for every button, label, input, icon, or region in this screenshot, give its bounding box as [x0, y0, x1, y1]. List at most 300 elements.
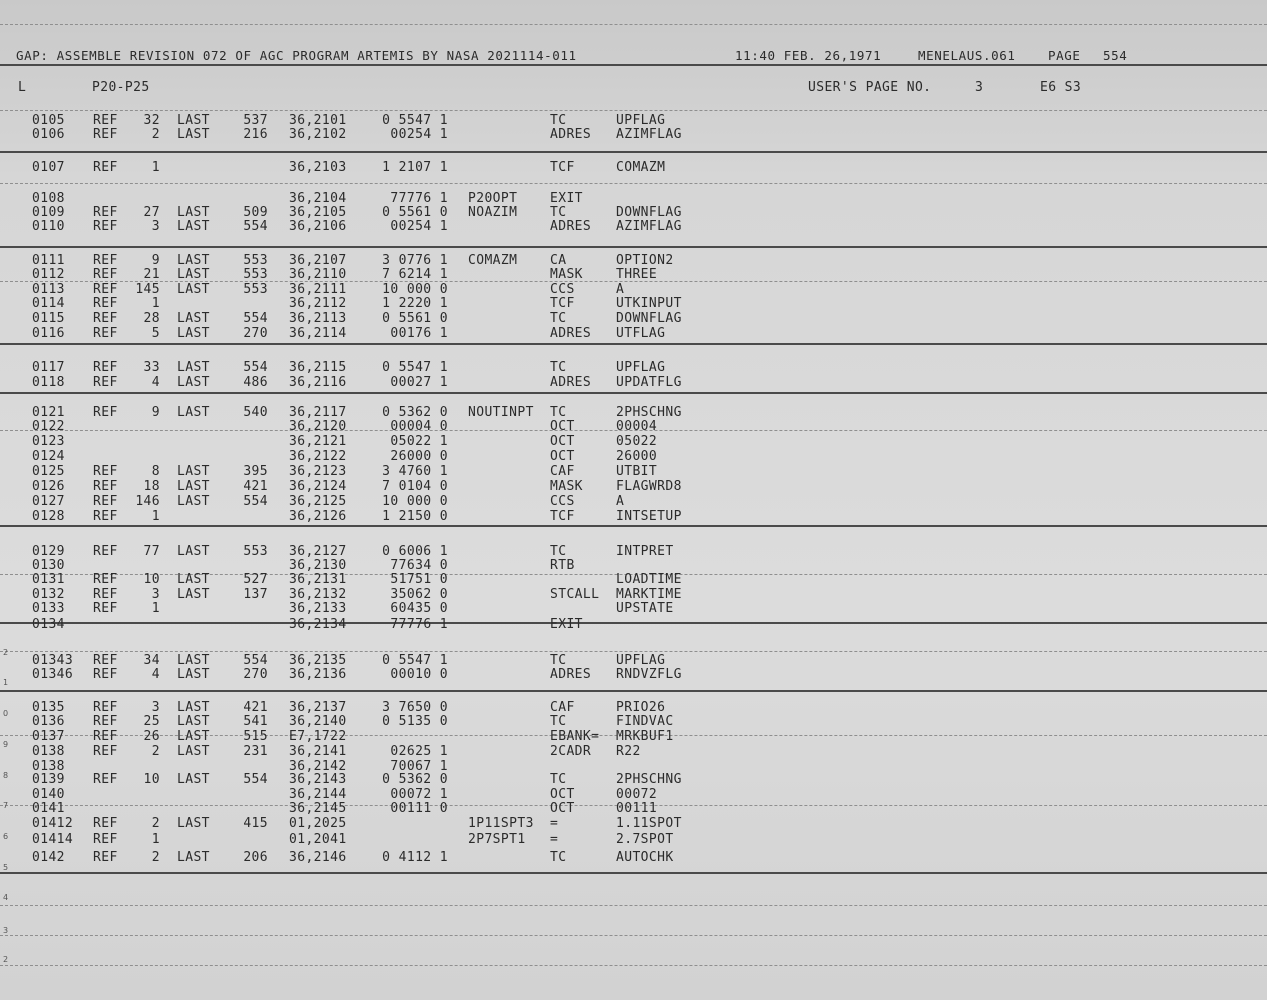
- ref-keyword: REF: [93, 464, 118, 479]
- octal-word: 00004 0: [390, 419, 448, 434]
- ref-keyword: REF: [93, 311, 118, 326]
- opcode: TC: [550, 360, 567, 375]
- operand: THREE: [616, 267, 658, 282]
- octal-word: 0 5135 0: [382, 714, 448, 729]
- ref-count: 3: [151, 700, 160, 715]
- last-keyword: LAST: [177, 667, 210, 682]
- ref-keyword: REF: [93, 816, 118, 831]
- block-rule: [0, 392, 1267, 394]
- last-keyword: LAST: [177, 219, 210, 234]
- opcode: ADRES: [550, 667, 592, 682]
- operand: INTPRET: [616, 544, 674, 559]
- symbol-label: P20OPT: [468, 191, 518, 206]
- ref-count: 1: [151, 296, 160, 311]
- listing-row: [0, 375, 1267, 391]
- last-number: 554: [243, 219, 268, 234]
- memory-address: 36,2126: [289, 509, 347, 524]
- block-rule: [0, 343, 1267, 345]
- octal-word: 77776 1: [390, 191, 448, 206]
- opcode: OCT: [550, 449, 575, 464]
- octal-word: 0 6006 1: [382, 544, 448, 559]
- operand: 00111: [616, 801, 658, 816]
- line-number: 0138: [32, 759, 65, 774]
- octal-word: 1 2150 0: [382, 509, 448, 524]
- operand: 05022: [616, 434, 658, 449]
- opcode: 2CADR: [550, 744, 592, 759]
- section-name: P20-P25: [92, 80, 150, 95]
- octal-word: 0 5362 0: [382, 405, 448, 420]
- listing-row: [0, 850, 1267, 866]
- line-number: 0125: [32, 464, 65, 479]
- ref-count: 146: [135, 494, 160, 509]
- octal-word: 1 2107 1: [382, 160, 448, 175]
- line-number: 01412: [32, 816, 74, 831]
- block-rule: [0, 151, 1267, 153]
- opcode: TC: [550, 714, 567, 729]
- ref-keyword: REF: [93, 282, 118, 297]
- listing-row: [0, 801, 1267, 817]
- memory-address: 36,2114: [289, 326, 347, 341]
- ref-count: 77: [143, 544, 160, 559]
- ref-keyword: REF: [93, 601, 118, 616]
- opcode: =: [550, 816, 559, 831]
- operand: 2.7SPOT: [616, 832, 674, 847]
- symbol-label: NOAZIM: [468, 205, 518, 220]
- line-number: 0118: [32, 375, 65, 390]
- operand: UPSTATE: [616, 601, 674, 616]
- memory-address: 36,2146: [289, 850, 347, 865]
- memory-address: 36,2105: [289, 205, 347, 220]
- octal-word: 0 5362 0: [382, 772, 448, 787]
- ref-count: 32: [143, 113, 160, 128]
- listing-row: [0, 296, 1267, 312]
- user-page-number: 3: [975, 80, 984, 95]
- memory-address: 36,2101: [289, 113, 347, 128]
- listing-subheader: [0, 80, 1267, 96]
- last-keyword: LAST: [177, 587, 210, 602]
- paper-rule: [0, 651, 1267, 652]
- opcode: EXIT: [550, 191, 583, 206]
- opcode: MASK: [550, 267, 583, 282]
- memory-address: 36,2133: [289, 601, 347, 616]
- operand: 00004: [616, 419, 658, 434]
- last-number: 415: [243, 816, 268, 831]
- memory-address: 36,2137: [289, 700, 347, 715]
- opcode: =: [550, 832, 559, 847]
- last-keyword: LAST: [177, 772, 210, 787]
- opcode: OCT: [550, 434, 575, 449]
- operand: FLAGWRD8: [616, 479, 682, 494]
- operand: FINDVAC: [616, 714, 674, 729]
- ref-count: 28: [143, 311, 160, 326]
- last-number: 541: [243, 714, 268, 729]
- last-keyword: LAST: [177, 544, 210, 559]
- last-number: 509: [243, 205, 268, 220]
- margin-mark: 0: [3, 709, 9, 718]
- paper-rule: [0, 183, 1267, 184]
- line-number: 0127: [32, 494, 65, 509]
- operand: UTKINPUT: [616, 296, 682, 311]
- last-number: 515: [243, 729, 268, 744]
- ref-count: 2: [151, 816, 160, 831]
- margin-mark: 9: [3, 740, 9, 749]
- line-number: 0117: [32, 360, 65, 375]
- last-keyword: LAST: [177, 653, 210, 668]
- octal-word: 77634 0: [390, 558, 448, 573]
- operand: AUTOCHK: [616, 850, 674, 865]
- opcode: MASK: [550, 479, 583, 494]
- listing-row: [0, 464, 1267, 480]
- ref-keyword: REF: [93, 219, 118, 234]
- ref-keyword: REF: [93, 714, 118, 729]
- operand: R22: [616, 744, 641, 759]
- ref-count: 26: [143, 729, 160, 744]
- octal-word: 35062 0: [390, 587, 448, 602]
- listing-row: [0, 617, 1267, 633]
- line-number: 0122: [32, 419, 65, 434]
- line-number: 0131: [32, 572, 65, 587]
- octal-word: 26000 0: [390, 449, 448, 464]
- operand: RNDVZFLG: [616, 667, 682, 682]
- memory-address: 36,2136: [289, 667, 347, 682]
- margin-mark: 3: [3, 926, 9, 935]
- operand: LOADTIME: [616, 572, 682, 587]
- operand: AZIMFLAG: [616, 219, 682, 234]
- opcode: RTB: [550, 558, 575, 573]
- last-number: 553: [243, 253, 268, 268]
- line-number: 0116: [32, 326, 65, 341]
- last-keyword: LAST: [177, 479, 210, 494]
- opcode: TC: [550, 850, 567, 865]
- last-number: 554: [243, 311, 268, 326]
- last-number: 554: [243, 494, 268, 509]
- listing-row: [0, 744, 1267, 760]
- opcode: CAF: [550, 700, 575, 715]
- memory-address: 36,2144: [289, 787, 347, 802]
- listing-row: [0, 729, 1267, 745]
- operand: UTBIT: [616, 464, 658, 479]
- ref-count: 1: [151, 160, 160, 175]
- opcode: TC: [550, 205, 567, 220]
- last-number: 206: [243, 850, 268, 865]
- line-number: 01343: [32, 653, 74, 668]
- symbol-label: COMAZM: [468, 253, 518, 268]
- line-number: 0139: [32, 772, 65, 787]
- ref-keyword: REF: [93, 572, 118, 587]
- octal-word: 00072 1: [390, 787, 448, 802]
- listing-row: [0, 509, 1267, 525]
- ref-count: 1: [151, 601, 160, 616]
- memory-address: 36,2135: [289, 653, 347, 668]
- operand: DOWNFLAG: [616, 311, 682, 326]
- opcode: CA: [550, 253, 567, 268]
- last-number: 537: [243, 113, 268, 128]
- print-timestamp: 11:40 FEB. 26,1971: [735, 48, 882, 63]
- line-number: 0124: [32, 449, 65, 464]
- ref-keyword: REF: [93, 160, 118, 175]
- last-number: 137: [243, 587, 268, 602]
- ref-keyword: REF: [93, 653, 118, 668]
- memory-address: 36,2111: [289, 282, 347, 297]
- memory-address: 36,2112: [289, 296, 347, 311]
- memory-address: 36,2124: [289, 479, 347, 494]
- ref-count: 5: [151, 326, 160, 341]
- ref-count: 2: [151, 850, 160, 865]
- octal-word: 10 000 0: [382, 282, 448, 297]
- last-keyword: LAST: [177, 816, 210, 831]
- operand: 2PHSCHNG: [616, 772, 682, 787]
- ref-count: 27: [143, 205, 160, 220]
- margin-mark: 5: [3, 863, 9, 872]
- listing-row: [0, 127, 1267, 143]
- octal-word: 7 6214 1: [382, 267, 448, 282]
- memory-address: 01,2041: [289, 832, 347, 847]
- memory-address: 36,2122: [289, 449, 347, 464]
- last-number: 216: [243, 127, 268, 142]
- listing-row: [0, 479, 1267, 495]
- page-label: PAGE: [1048, 48, 1081, 63]
- line-number: 0128: [32, 509, 65, 524]
- ref-count: 25: [143, 714, 160, 729]
- ref-keyword: REF: [93, 850, 118, 865]
- memory-address: 36,2106: [289, 219, 347, 234]
- last-keyword: LAST: [177, 360, 210, 375]
- octal-word: 3 0776 1: [382, 253, 448, 268]
- last-keyword: LAST: [177, 253, 210, 268]
- octal-word: 0 4112 1: [382, 850, 448, 865]
- opcode: STCALL: [550, 587, 600, 602]
- line-number: 0140: [32, 787, 65, 802]
- listing-row: [0, 449, 1267, 465]
- operand: MARKTIME: [616, 587, 682, 602]
- paper-rule: [0, 110, 1267, 111]
- line-number: 0137: [32, 729, 65, 744]
- memory-address: 36,2121: [289, 434, 347, 449]
- last-number: 553: [243, 544, 268, 559]
- memory-address: 01,2025: [289, 816, 347, 831]
- ref-count: 18: [143, 479, 160, 494]
- ref-keyword: REF: [93, 205, 118, 220]
- memory-address: 36,2115: [289, 360, 347, 375]
- listing-row: [0, 160, 1267, 176]
- ref-count: 2: [151, 127, 160, 142]
- memory-address: 36,2110: [289, 267, 347, 282]
- ref-count: 21: [143, 267, 160, 282]
- listing-row: [0, 419, 1267, 435]
- line-number: 0130: [32, 558, 65, 573]
- last-number: 540: [243, 405, 268, 420]
- listing-row: [0, 772, 1267, 788]
- ref-count: 10: [143, 772, 160, 787]
- octal-word: 02625 1: [390, 744, 448, 759]
- line-number: 0113: [32, 282, 65, 297]
- opcode: OCT: [550, 787, 575, 802]
- opcode: ADRES: [550, 326, 592, 341]
- ref-keyword: REF: [93, 729, 118, 744]
- operand: COMAZM: [616, 160, 666, 175]
- listing-row: [0, 434, 1267, 450]
- listing-row: [0, 311, 1267, 327]
- line-number: 0109: [32, 205, 65, 220]
- memory-address: 36,2123: [289, 464, 347, 479]
- line-number: 0111: [32, 253, 65, 268]
- sheet-code: E6 S3: [1040, 80, 1082, 95]
- last-keyword: LAST: [177, 572, 210, 587]
- ref-count: 4: [151, 375, 160, 390]
- memory-address: 36,2145: [289, 801, 347, 816]
- ref-keyword: REF: [93, 375, 118, 390]
- header-rule: [0, 64, 1267, 66]
- paper-rule: [0, 935, 1267, 936]
- memory-address: 36,2120: [289, 419, 347, 434]
- listing-row: [0, 816, 1267, 832]
- last-number: 527: [243, 572, 268, 587]
- memory-address: 36,2116: [289, 375, 347, 390]
- line-number: 0126: [32, 479, 65, 494]
- symbol-label: 2P7SPT1: [468, 832, 526, 847]
- ref-keyword: REF: [93, 544, 118, 559]
- line-number: 0105: [32, 113, 65, 128]
- ref-count: 4: [151, 667, 160, 682]
- octal-word: 0 5547 1: [382, 360, 448, 375]
- last-number: 270: [243, 667, 268, 682]
- operand: UPFLAG: [616, 653, 666, 668]
- octal-word: 00176 1: [390, 326, 448, 341]
- last-keyword: LAST: [177, 113, 210, 128]
- listing-row: [0, 326, 1267, 342]
- opcode: EBANK=: [550, 729, 600, 744]
- octal-word: 10 000 0: [382, 494, 448, 509]
- opcode: TCF: [550, 296, 575, 311]
- opcode: TCF: [550, 509, 575, 524]
- operand: UPFLAG: [616, 113, 666, 128]
- operand: OPTION2: [616, 253, 674, 268]
- memory-address: E7,1722: [289, 729, 347, 744]
- memory-address: 36,2127: [289, 544, 347, 559]
- last-keyword: LAST: [177, 282, 210, 297]
- octal-word: 77776 1: [390, 617, 448, 632]
- opcode: TC: [550, 653, 567, 668]
- opcode: TC: [550, 311, 567, 326]
- octal-word: 0 5547 1: [382, 653, 448, 668]
- memory-address: 36,2117: [289, 405, 347, 420]
- block-rule: [0, 246, 1267, 248]
- ref-keyword: REF: [93, 127, 118, 142]
- listing-row: [0, 601, 1267, 617]
- memory-address: 36,2102: [289, 127, 347, 142]
- paper-rule: [0, 965, 1267, 966]
- operand: 00072: [616, 787, 658, 802]
- line-number: 0138: [32, 744, 65, 759]
- margin-mark: 8: [3, 771, 9, 780]
- memory-address: 36,2134: [289, 617, 347, 632]
- octal-word: 0 5547 1: [382, 113, 448, 128]
- ref-keyword: REF: [93, 253, 118, 268]
- memory-address: 36,2131: [289, 572, 347, 587]
- user-page-label: USER'S PAGE NO.: [808, 80, 932, 95]
- ref-keyword: REF: [93, 267, 118, 282]
- octal-word: 0 5561 0: [382, 205, 448, 220]
- last-keyword: LAST: [177, 464, 210, 479]
- opcode: OCT: [550, 801, 575, 816]
- block-rule: [0, 690, 1267, 692]
- line-number: 0107: [32, 160, 65, 175]
- octal-word: 51751 0: [390, 572, 448, 587]
- memory-address: 36,2142: [289, 759, 347, 774]
- ref-keyword: REF: [93, 772, 118, 787]
- last-keyword: LAST: [177, 700, 210, 715]
- operand: DOWNFLAG: [616, 205, 682, 220]
- last-number: 554: [243, 653, 268, 668]
- last-number: 486: [243, 375, 268, 390]
- last-keyword: LAST: [177, 850, 210, 865]
- memory-address: 36,2107: [289, 253, 347, 268]
- last-number: 553: [243, 267, 268, 282]
- operand: 2PHSCHNG: [616, 405, 682, 420]
- octal-word: 3 7650 0: [382, 700, 448, 715]
- listing-row: [0, 572, 1267, 588]
- last-keyword: LAST: [177, 311, 210, 326]
- ref-count: 9: [151, 253, 160, 268]
- octal-word: 00027 1: [390, 375, 448, 390]
- line-number: 0106: [32, 127, 65, 142]
- ref-count: 34: [143, 653, 160, 668]
- memory-address: 36,2143: [289, 772, 347, 787]
- listing-header: [0, 48, 1267, 64]
- memory-address: 36,2130: [289, 558, 347, 573]
- operand: UPDATFLG: [616, 375, 682, 390]
- ref-keyword: REF: [93, 494, 118, 509]
- opcode: TC: [550, 772, 567, 787]
- ref-count: 9: [151, 405, 160, 420]
- octal-word: 00254 1: [390, 219, 448, 234]
- last-number: 270: [243, 326, 268, 341]
- last-keyword: LAST: [177, 267, 210, 282]
- last-keyword: LAST: [177, 494, 210, 509]
- line-number: 0121: [32, 405, 65, 420]
- line-number: 0135: [32, 700, 65, 715]
- octal-word: 00111 0: [390, 801, 448, 816]
- page-number: 554: [1103, 48, 1128, 63]
- memory-address: 36,2113: [289, 311, 347, 326]
- ref-count: 3: [151, 219, 160, 234]
- ref-keyword: REF: [93, 296, 118, 311]
- ref-keyword: REF: [93, 405, 118, 420]
- block-rule: [0, 525, 1267, 527]
- ref-keyword: REF: [93, 832, 118, 847]
- octal-word: 00010 0: [390, 667, 448, 682]
- memory-address: 36,2140: [289, 714, 347, 729]
- last-keyword: LAST: [177, 375, 210, 390]
- line-number: 0114: [32, 296, 65, 311]
- last-number: 554: [243, 772, 268, 787]
- last-keyword: LAST: [177, 405, 210, 420]
- listing-row: [0, 494, 1267, 510]
- last-number: 421: [243, 479, 268, 494]
- ref-count: 1: [151, 832, 160, 847]
- line-number: 0112: [32, 267, 65, 282]
- margin-mark: 4: [3, 893, 9, 902]
- memory-address: 36,2125: [289, 494, 347, 509]
- memory-address: 36,2103: [289, 160, 347, 175]
- margin-mark: 7: [3, 801, 9, 810]
- operand: MRKBUF1: [616, 729, 674, 744]
- line-number: 0136: [32, 714, 65, 729]
- assembly-title: GAP: ASSEMBLE REVISION 072 OF AGC PROGRAM ARTEMIS BY NASA 2021114-011: [16, 48, 577, 63]
- octal-word: 1 2220 1: [382, 296, 448, 311]
- operand: UPFLAG: [616, 360, 666, 375]
- operand: UTFLAG: [616, 326, 666, 341]
